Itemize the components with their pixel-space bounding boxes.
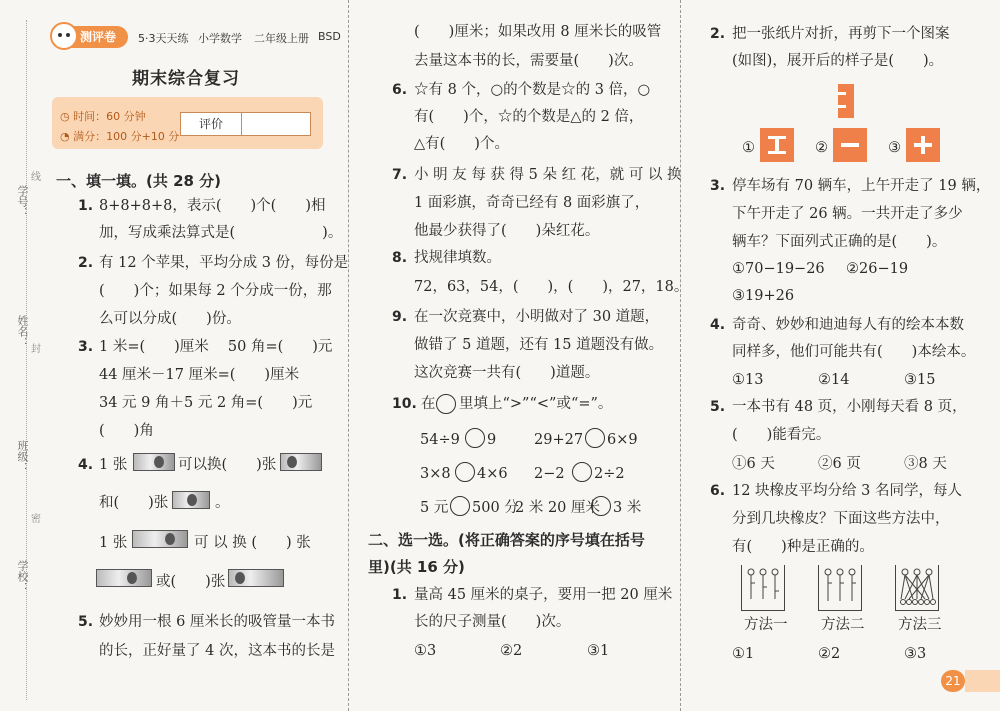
banknote-1-yuan bbox=[172, 491, 210, 509]
compare-circle[interactable] bbox=[572, 462, 592, 482]
r-q5-line-1: 一本书有 48 页，小刚每天看 8 页， bbox=[732, 399, 967, 415]
compare-circle-example bbox=[436, 394, 456, 414]
mascot-icon bbox=[50, 22, 78, 50]
s2-q1-number: 1. bbox=[392, 587, 408, 603]
q10-number: 10. bbox=[392, 396, 417, 412]
cut-shape-option-2 bbox=[833, 128, 867, 162]
binding-label-id: 学号： bbox=[16, 185, 29, 218]
section-2-heading-cont: 里)(共 16 分) bbox=[368, 558, 465, 576]
cut-shape-option-3 bbox=[906, 128, 940, 162]
s2-q1-line-1: 量高 45 厘米的桌子，要用一把 20 厘米 bbox=[414, 587, 673, 603]
r-q3-option-2: ②26−19 bbox=[846, 261, 909, 277]
q4-line-4b: 或( )张 bbox=[156, 574, 226, 590]
r-q6-option-3: ③3 bbox=[904, 646, 927, 662]
q3-line-4: ( )角 bbox=[99, 423, 154, 439]
cmp-r2-b-left: 2−2 bbox=[534, 466, 565, 482]
q6-line-1: ☆有 8 个，○的个数是☆的 3 倍，○ bbox=[414, 82, 651, 98]
cmp-r3-b-left: 2 米 20 厘米 bbox=[515, 500, 601, 516]
q8-line-2: 72，63，54，( )，( )，27，18。 bbox=[414, 279, 689, 295]
banknote-10-yuan-2 bbox=[96, 569, 152, 587]
r-q5-option-1: ①6 天 bbox=[732, 456, 775, 472]
r-q3-option-3: ③19+26 bbox=[732, 288, 795, 304]
banknote-5-yuan-2 bbox=[228, 569, 284, 587]
q8-line-1: 找规律填数。 bbox=[414, 250, 501, 266]
logo-text: 测评卷 bbox=[80, 30, 117, 44]
q4-period: 。 bbox=[215, 495, 230, 511]
q3-line-3: 34 元 9 角＋5 元 2 角=( )元 bbox=[99, 395, 313, 411]
cmp-r1-b-right: 6×9 bbox=[607, 432, 638, 448]
page-corner-tab bbox=[965, 670, 1000, 692]
grade-box[interactable] bbox=[180, 112, 311, 136]
r-q2-number: 2. bbox=[710, 26, 726, 42]
q7-line-1: 小 明 友 每 获 得 5 朵 红 花，就 可 以 换 bbox=[414, 167, 682, 183]
r-q4-number: 4. bbox=[710, 317, 726, 333]
q4-line-1a: 1 张 bbox=[99, 457, 128, 473]
method-label-3: 方法三 bbox=[898, 617, 942, 633]
compare-circle[interactable] bbox=[465, 428, 485, 448]
column-divider-1 bbox=[348, 0, 349, 711]
r-q3-number: 3. bbox=[710, 178, 726, 194]
header-subject: 小学数学 bbox=[198, 32, 242, 45]
cmp-r3-a-right: 500 分 bbox=[472, 500, 519, 516]
q4-line-3b: 可 以 换 ( ) 张 bbox=[194, 535, 311, 551]
compare-circle[interactable] bbox=[455, 462, 475, 482]
s2-q1-line-2: 长的尺子测量( )次。 bbox=[414, 614, 571, 630]
header-edition: BSD bbox=[318, 30, 341, 43]
cmp-r1-b-left: 29+27 bbox=[534, 432, 584, 448]
q3-number: 3. bbox=[78, 339, 94, 355]
r-q3-line-3: 辆车？下面列式正确的是( )。 bbox=[732, 234, 947, 250]
time-info: ◷ 时间：60 分钟 bbox=[60, 110, 146, 123]
cmp-r2-a-right: 4×6 bbox=[477, 466, 508, 482]
method-label-1: 方法一 bbox=[744, 617, 788, 633]
section-1-heading: 一、填一填。(共 28 分) bbox=[56, 172, 222, 190]
r-q6-option-2: ②2 bbox=[818, 646, 841, 662]
r-q5-option-3: ③8 天 bbox=[904, 456, 947, 472]
r-q6-line-1: 12 块橡皮平均分给 3 名同学，每人 bbox=[732, 483, 963, 499]
q6-number: 6. bbox=[392, 82, 408, 98]
r-q4-line-2: 同样多，他们可能共有( )本绘本。 bbox=[732, 344, 976, 360]
q4-number: 4. bbox=[78, 457, 94, 473]
cmp-r2-b-right: 2÷2 bbox=[594, 466, 625, 482]
q2-number: 2. bbox=[78, 255, 94, 271]
banknote-5-yuan bbox=[280, 453, 322, 471]
cmp-r1-a-right: 9 bbox=[487, 432, 497, 448]
r-q4-option-1: ①13 bbox=[732, 372, 764, 388]
header-grade: 二年级上册 bbox=[254, 32, 309, 45]
q7-line-3: 他最少获得了( )朵红花。 bbox=[414, 223, 600, 239]
r-q6-line-2: 分到几块橡皮？下面这些方法中， bbox=[732, 511, 950, 527]
q3-line-1: 1 米=( )厘米 50 角=( )元 bbox=[99, 339, 333, 355]
q1-number: 1. bbox=[78, 198, 94, 214]
q5-number: 5. bbox=[78, 614, 94, 630]
r-q6-option-1: ①1 bbox=[732, 646, 755, 662]
s2-q1-option-2: ②2 bbox=[500, 643, 523, 659]
q7-line-2: 1 面彩旗，奇奇已经有 8 面彩旗了， bbox=[414, 195, 650, 211]
page-title: 期末综合复习 bbox=[132, 69, 240, 89]
q7-number: 7. bbox=[392, 167, 408, 183]
binding-mark-line: 线 bbox=[31, 172, 41, 183]
s2-q1-option-3: ③1 bbox=[587, 643, 610, 659]
q9-line-2: 做错了 5 道题，还有 15 道题没有做。 bbox=[414, 337, 664, 353]
q1-line-1: 8+8+8+8，表示( )个( )相 bbox=[99, 198, 326, 214]
method-diagram-2 bbox=[818, 565, 862, 611]
r-q5-option-2: ②6 页 bbox=[818, 456, 861, 472]
cut-shape-option-1 bbox=[760, 128, 794, 162]
cmp-r3-b-right: 3 米 bbox=[613, 500, 642, 516]
method-label-2: 方法二 bbox=[821, 617, 865, 633]
q6-line-2: 有( )个，☆的个数是△的 2 倍， bbox=[414, 109, 644, 125]
r-q6-line-3: 有( )种是正确的。 bbox=[732, 539, 874, 555]
q2-line-3: 么可以分成( )份。 bbox=[99, 311, 241, 327]
r-q2-option-1-label: ① bbox=[742, 140, 755, 156]
q4-line-1b: 可以换( )张 bbox=[178, 457, 277, 473]
r-q5-line-2: ( )能看完。 bbox=[732, 427, 831, 443]
r-q2-option-2-label: ② bbox=[815, 140, 828, 156]
q9-line-1: 在一次竞赛中，小明做对了 30 道题， bbox=[414, 309, 660, 325]
q2-line-1: 有 12 个苹果，平均分成 3 份，每份是 bbox=[99, 255, 349, 271]
r-q2-option-3-label: ③ bbox=[888, 140, 901, 156]
method-diagram-3 bbox=[895, 565, 939, 611]
r-q5-number: 5. bbox=[710, 399, 726, 415]
binding-line bbox=[26, 20, 27, 700]
section-2-heading: 二、选一选。(将正确答案的序号填在括号 bbox=[368, 531, 645, 549]
compare-circle[interactable] bbox=[591, 496, 611, 516]
q9-line-3: 这次竞赛一共有( )道题。 bbox=[414, 365, 600, 381]
q3-line-2: 44 厘米－17 厘米=( )厘米 bbox=[99, 367, 300, 383]
q9-number: 9. bbox=[392, 309, 408, 325]
logo-badge bbox=[54, 26, 128, 48]
q5-cont-line-1: ( )厘米；如果改用 8 厘米长的吸管 bbox=[414, 24, 662, 40]
q8-number: 8. bbox=[392, 250, 408, 266]
r-q3-line-2: 下午开走了 26 辆。一共开走了多少 bbox=[732, 206, 963, 222]
s2-q1-option-1: ①3 bbox=[414, 643, 437, 659]
score-info: ◔ 满分：100 分+10 分 bbox=[60, 130, 180, 143]
q10-line-1b: 里填上“>”“<”或“=”。 bbox=[459, 396, 613, 412]
r-q3-option-1: ①70−19−26 bbox=[732, 261, 825, 277]
q2-line-2: ( )个；如果每 2 个分成一份，那 bbox=[99, 283, 332, 299]
r-q2-line-1: 把一张纸片对折，再剪下一个图案 bbox=[732, 26, 950, 42]
header-series: 5·3天天练 bbox=[138, 32, 189, 45]
banknote-10-yuan bbox=[133, 453, 175, 471]
q1-line-2: 加，写成乘法算式是( )。 bbox=[99, 225, 343, 241]
q10-line-1a: 在 bbox=[421, 396, 436, 412]
r-q3-line-1: 停车场有 70 辆车，上午开走了 19 辆， bbox=[732, 178, 991, 194]
method-diagram-1 bbox=[741, 565, 785, 611]
binding-label-school: 学校： bbox=[16, 560, 29, 593]
compare-circle[interactable] bbox=[450, 496, 470, 516]
banknote-20-yuan bbox=[132, 530, 188, 548]
binding-label-name: 姓名： bbox=[16, 315, 29, 348]
r-q4-option-2: ②14 bbox=[818, 372, 850, 388]
q4-line-3a: 1 张 bbox=[99, 535, 128, 551]
r-q4-option-3: ③15 bbox=[904, 372, 936, 388]
binding-label-class: 班级： bbox=[16, 440, 29, 473]
binding-mark-seal: 封 bbox=[31, 344, 41, 355]
q5-cont-line-2: 去量这本书的长，需要量( )次。 bbox=[414, 53, 643, 69]
folded-cut-shape bbox=[838, 84, 854, 118]
binding-mark-secret: 密 bbox=[31, 514, 41, 525]
q5-line-2: 的长，正好量了 4 次，这本书的长是 bbox=[99, 643, 335, 659]
page-number: 21 bbox=[941, 670, 965, 692]
r-q4-line-1: 奇奇、妙妙和迪迪每人有的绘本本数 bbox=[732, 317, 964, 333]
q5-line-1: 妙妙用一根 6 厘米长的吸管量一本书 bbox=[99, 614, 335, 630]
r-q2-line-2: (如图)，展开后的样子是( )。 bbox=[732, 53, 944, 69]
cmp-r2-a-left: 3×8 bbox=[420, 466, 451, 482]
cmp-r1-a-left: 54÷9 bbox=[420, 432, 460, 448]
compare-circle[interactable] bbox=[585, 428, 605, 448]
q4-line-2a: 和( )张 bbox=[99, 495, 169, 511]
q6-line-3: △有( )个。 bbox=[414, 136, 509, 152]
cmp-r3-a-left: 5 元 bbox=[420, 500, 449, 516]
r-q6-number: 6. bbox=[710, 483, 726, 499]
grade-label: 评价 bbox=[181, 113, 242, 135]
column-divider-2 bbox=[680, 0, 681, 711]
